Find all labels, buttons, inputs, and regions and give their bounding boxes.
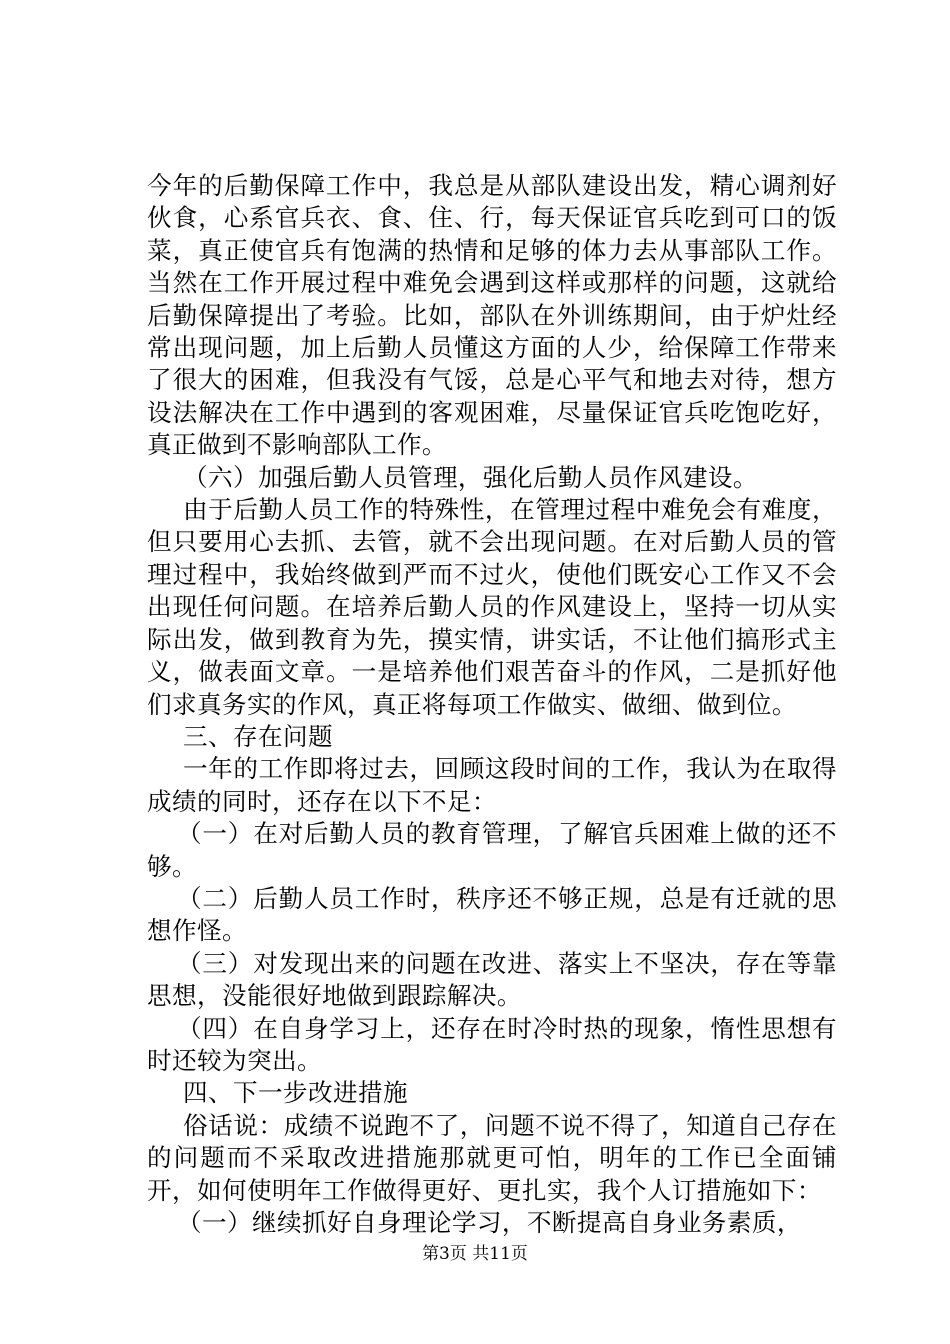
heading-improvement-measures: 四、下一步改进措施: [183, 1078, 408, 1108]
paragraph-logistics-support: 今年的后勤保障工作中，我总是从部队建设出发，精心调剂好伙食，心系官兵衣、食、住、行，每天保证官兵吃到可口的饭菜，真正使官兵有饱满的热情和足够的体力去从事部队工作。当然在工作开展过程中难免会遇到这样或那样的问题，这就给后勤保障提出了考验。比如，部队在外训练期间，由于炉灶经常出现问题，加上后勤人员懂这方面的人少，给保障工作带来了很大的困难，但我没有气馁，总是心平气和地去对待，想方设法解决在工作中遇到的客观困难，尽量保证官兵吃饱吃好，真正做到不影响部队工作。: [147, 171, 837, 460]
page-footer: [0, 1243, 950, 1265]
paragraph-measures-intro: 俗话说：成绩不说跑不了，问题不说不得了，知道自己存在的问题而不采取改进措施那就更可怕，明年的工作已全面铺开，如何使明年工作做得更好、更扎实，我个人订措施如下：: [147, 1110, 837, 1205]
paragraph-problems-intro: 一年的工作即将过去，回顾这段时间的工作，我认为在取得成绩的同时，还存在以下不足：: [147, 754, 837, 816]
problem-item-3: （三）对发现出来的问题在改进、落实上不坚决，存在等靠思想，没能很好地做到跟踪解决。: [147, 948, 837, 1011]
problem-item-4: （四）在自身学习上，还存在时冷时热的现象，惰性思想有时还较为突出。: [147, 1013, 837, 1075]
heading-section-six: （六）加强后勤人员管理，强化后勤人员作风建设。: [183, 462, 758, 492]
paragraph-personnel-management: 由于后勤人员工作的特殊性，在管理过程中难免会有难度，但只要用心去抓、去管，就不会出现问题。在对后勤人员的管理过程中，我始终做到严而不过火，使他们既安心工作又不会出现任何问题。在培养后勤人员的作风建设上，坚持一切从实际出发，做到教育为先，摸实情，讲实话，不让他们搞形式主义，做表面文章。一是培养他们艰苦奋斗的作风，二是抓好他们求真务实的作风，真正将每项工作做实、做细、做到位。: [147, 495, 837, 719]
measure-item-1: （一）继续抓好自身理论学习，不断提高自身业务素质，: [177, 1208, 802, 1237]
problem-item-2: （二）后勤人员工作时，秩序还不够正规，总是有迁就的思想作怪。: [147, 883, 837, 946]
page-number-label: 第3页 共11页: [422, 1244, 528, 1264]
body-text: [147, 170, 837, 1239]
heading-existing-problems: 三、存在问题: [183, 721, 333, 751]
problem-item-1: （一）在对后勤人员的教育管理，了解官兵困难上做的还不够。: [147, 819, 837, 881]
